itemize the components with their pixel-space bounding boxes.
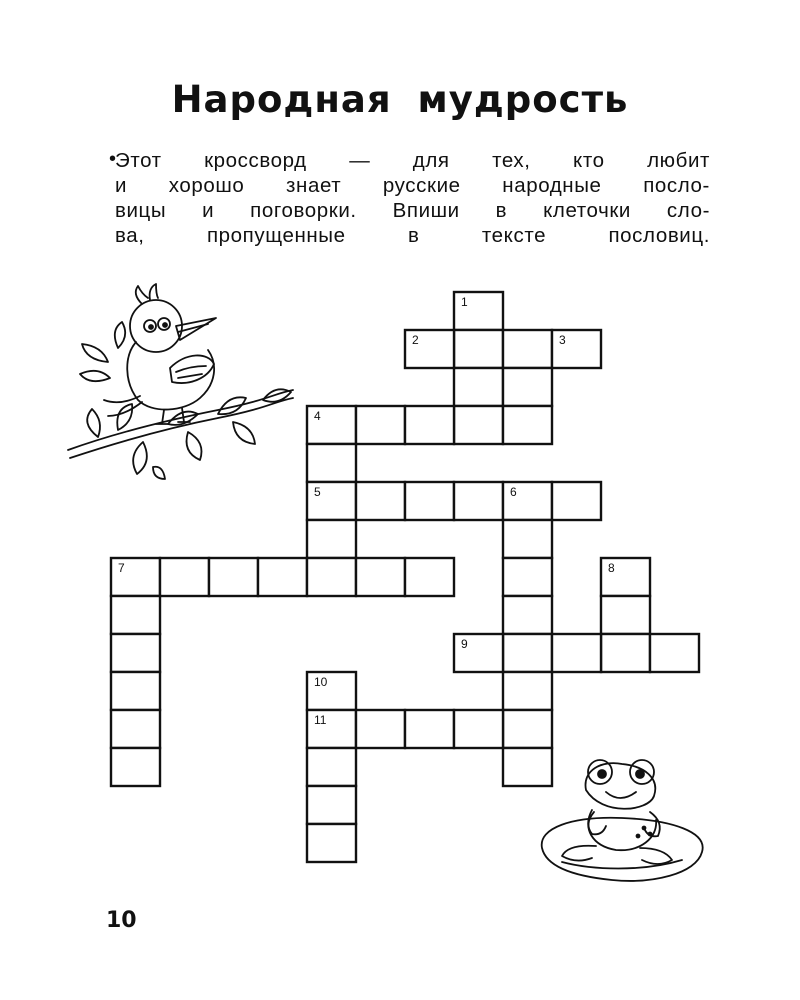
page-title: Народная мудрость xyxy=(171,78,629,121)
crossword-cell[interactable] xyxy=(405,482,454,520)
crossword-cell[interactable] xyxy=(356,482,405,520)
page-number: 10 xyxy=(106,908,137,933)
clue-number-7: 7 xyxy=(118,561,125,575)
crossword-cell[interactable] xyxy=(552,634,601,672)
crossword-cell[interactable] xyxy=(111,596,160,634)
crossword-cell[interactable] xyxy=(356,406,405,444)
crossword-cell[interactable] xyxy=(111,710,160,748)
crossword-cell[interactable] xyxy=(160,558,209,596)
clue-number-3: 3 xyxy=(559,333,566,347)
crossword-cell[interactable] xyxy=(601,596,650,634)
crossword-cell[interactable] xyxy=(503,330,552,368)
crossword-cell[interactable] xyxy=(454,330,503,368)
intro-line-2: и хорошо знает русские народные посло- xyxy=(115,174,710,197)
crossword-cell[interactable] xyxy=(356,710,405,748)
crossword-cell[interactable] xyxy=(356,558,405,596)
crossword-cell[interactable] xyxy=(552,482,601,520)
crossword-cell[interactable] xyxy=(503,710,552,748)
clue-number-8: 8 xyxy=(608,561,615,575)
crossword-cell[interactable] xyxy=(307,444,356,482)
crossword-cell[interactable] xyxy=(454,710,503,748)
crossword-cell[interactable] xyxy=(503,634,552,672)
crossword-cell[interactable] xyxy=(405,406,454,444)
crossword-cell[interactable] xyxy=(454,368,503,406)
crossword-cell[interactable] xyxy=(503,406,552,444)
clue-number-10: 10 xyxy=(314,675,328,689)
crossword-cell[interactable] xyxy=(650,634,699,672)
crossword-cell[interactable] xyxy=(405,710,454,748)
crossword-cell[interactable] xyxy=(258,558,307,596)
crossword-cell[interactable] xyxy=(209,558,258,596)
crossword-cell[interactable] xyxy=(454,482,503,520)
clue-number-9: 9 xyxy=(461,637,468,651)
crossword-cell[interactable] xyxy=(307,824,356,862)
crossword-cell[interactable] xyxy=(307,520,356,558)
intro-line-4: ва, пропущенные в тексте пословиц. xyxy=(115,224,710,247)
frog-illustration xyxy=(532,750,712,890)
crossword-cell[interactable] xyxy=(601,634,650,672)
crossword-cell[interactable] xyxy=(454,406,503,444)
clue-number-2: 2 xyxy=(412,333,419,347)
crossword-cell[interactable] xyxy=(111,748,160,786)
clue-number-11: 11 xyxy=(314,713,327,727)
crossword-cell[interactable] xyxy=(503,520,552,558)
clue-number-1: 1 xyxy=(461,295,468,309)
crossword-cell[interactable] xyxy=(503,672,552,710)
crossword-cell[interactable] xyxy=(307,748,356,786)
intro-line-1: Этот кроссворд — для тех, кто любит xyxy=(115,149,710,172)
clue-number-4: 4 xyxy=(314,409,321,423)
clue-number-6: 6 xyxy=(510,485,517,499)
intro-line-3: вицы и поговорки. Впиши в клеточки сло- xyxy=(115,199,710,222)
crossword-cell[interactable] xyxy=(111,634,160,672)
crossword-cell[interactable] xyxy=(503,596,552,634)
crossword-cell[interactable] xyxy=(111,672,160,710)
crossword-cell[interactable] xyxy=(503,368,552,406)
crossword-cell[interactable] xyxy=(307,558,356,596)
clue-number-5: 5 xyxy=(314,485,321,499)
crossword-cell[interactable] xyxy=(503,558,552,596)
crossword-cell[interactable] xyxy=(405,558,454,596)
bullet-icon: • xyxy=(109,148,117,170)
crossword-cell[interactable] xyxy=(307,786,356,824)
